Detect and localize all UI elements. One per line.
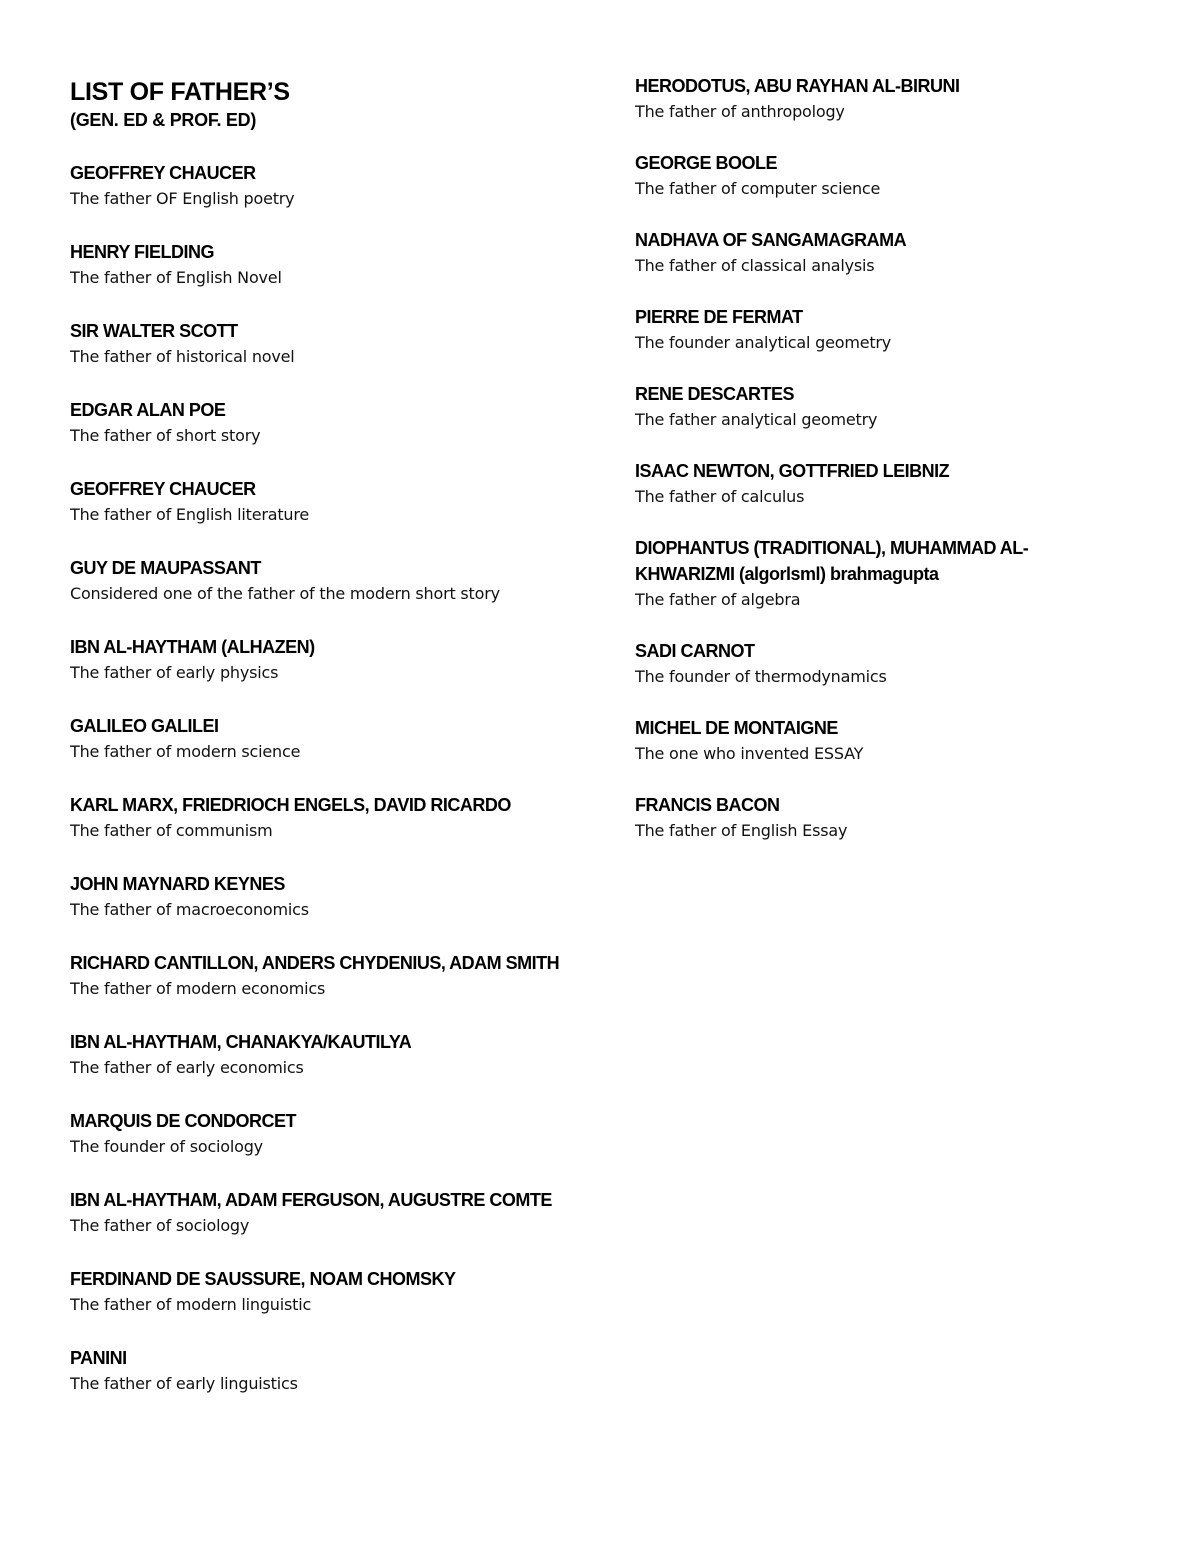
entry-name: DIOPHANTUS (TRADITIONAL), MUHAMMAD AL-KHWARIZMI (algorlsml) brahmagupta (635, 538, 1029, 584)
entry-description: The founder of sociology (70, 1137, 263, 1156)
left-column (70, 0, 570, 1424)
list-item (70, 1108, 570, 1160)
entry-name: PIERRE DE FERMAT (635, 307, 803, 327)
entry-name: EDGAR ALAN POE (70, 400, 226, 420)
list-item (635, 638, 1085, 690)
entry-description: The father of historical novel (70, 347, 295, 366)
list-item (635, 458, 1085, 510)
entry-description: The father of modern economics (70, 979, 326, 998)
entry-description: The father of communism (70, 821, 273, 840)
entry-name: MICHEL DE MONTAIGNE (635, 718, 838, 738)
entry-name: GEORGE BOOLE (635, 153, 778, 173)
entry-description: The father of modern linguistic (70, 1295, 312, 1314)
list-item (635, 73, 1085, 125)
entry-name: IBN AL-HAYTHAM, CHANAKYA/KAUTILYA (70, 1032, 412, 1052)
list-item (70, 792, 570, 844)
entry-name: GEOFFREY CHAUCER (70, 163, 256, 183)
entry-description: The father of early economics (70, 1058, 304, 1077)
entry-description: The father of computer science (635, 179, 881, 198)
list-item (70, 1345, 570, 1397)
entry-name: SIR WALTER SCOTT (70, 321, 238, 341)
list-item (70, 397, 570, 449)
entry-name: ISAAC NEWTON, GOTTFRIED LEIBNIZ (635, 461, 950, 481)
entry-description: The father of modern science (70, 742, 301, 761)
entry-name: MARQUIS DE CONDORCET (70, 1111, 297, 1131)
list-item (635, 227, 1085, 279)
entry-name: GUY DE MAUPASSANT (70, 558, 261, 578)
entry-name: RENE DESCARTES (635, 384, 795, 404)
list-item (70, 160, 570, 212)
list-item (70, 1266, 570, 1318)
entry-description: The founder analytical geometry (635, 333, 892, 352)
entry-description: The father of sociology (70, 1216, 250, 1235)
entry-description: The founder of thermodynamics (635, 667, 887, 686)
list-item (635, 381, 1085, 433)
entry-name: FERDINAND DE SAUSSURE, NOAM CHOMSKY (70, 1269, 456, 1289)
entry-name: NADHAVA OF SANGAMAGRAMA (635, 230, 907, 250)
entry-description: The father of English Essay (635, 821, 848, 840)
entry-name: HENRY FIELDING (70, 242, 215, 262)
entry-description: The father of short story (70, 426, 261, 445)
list-item (70, 239, 570, 291)
entry-description: The father OF English poetry (70, 189, 295, 208)
list-item (70, 1029, 570, 1081)
list-item (70, 713, 570, 765)
entry-name: HERODOTUS, ABU RAYHAN AL-BIRUNI (635, 76, 960, 96)
entry-name: SADI CARNOT (635, 641, 755, 661)
entry-description: The father of early physics (70, 663, 279, 682)
list-item (70, 555, 570, 607)
entry-description: The father of calculus (635, 487, 805, 506)
right-column (635, 0, 1085, 869)
entry-description: The father of anthropology (635, 102, 845, 121)
entry-name: PANINI (70, 1348, 127, 1368)
entry-name: GEOFFREY CHAUCER (70, 479, 256, 499)
document-title: LIST OF FATHER’S (70, 78, 290, 106)
entry-description: The father of early linguistics (70, 1374, 298, 1393)
list-item (635, 304, 1085, 356)
list-item (635, 715, 1085, 767)
entry-description: Considered one of the father of the modern short story (70, 584, 500, 603)
entry-name: IBN AL-HAYTHAM (ALHAZEN) (70, 637, 315, 657)
list-item (70, 634, 570, 686)
entry-description: The father of English Novel (70, 268, 282, 287)
list-item (635, 792, 1085, 844)
list-item (70, 950, 570, 1002)
entry-name: KARL MARX, FRIEDRIOCH ENGELS, DAVID RICARDO (70, 795, 511, 815)
list-item (70, 1187, 570, 1239)
entry-description: The father analytical geometry (635, 410, 878, 429)
list-item (635, 535, 1085, 613)
entry-name: FRANCIS BACON (635, 795, 780, 815)
entry-name: GALILEO GALILEI (70, 716, 219, 736)
entry-name: RICHARD CANTILLON, ANDERS CHYDENIUS, ADAM SMITH (70, 953, 560, 973)
entry-name: IBN AL-HAYTHAM, ADAM FERGUSON, AUGUSTRE COMTE (70, 1190, 552, 1210)
entry-description: The father of macroeconomics (70, 900, 309, 919)
entry-description: The father of classical analysis (635, 256, 875, 275)
entry-description: The father of English literature (70, 505, 310, 524)
list-item (70, 871, 570, 923)
entry-description: The father of algebra (635, 590, 801, 609)
entry-name: JOHN MAYNARD KEYNES (70, 874, 285, 894)
document-subtitle: (GEN. ED & PROF. ED) (70, 110, 257, 130)
list-item (70, 476, 570, 528)
list-item (635, 150, 1085, 202)
list-item (70, 318, 570, 370)
entry-description: The one who invented ESSAY (635, 744, 864, 763)
